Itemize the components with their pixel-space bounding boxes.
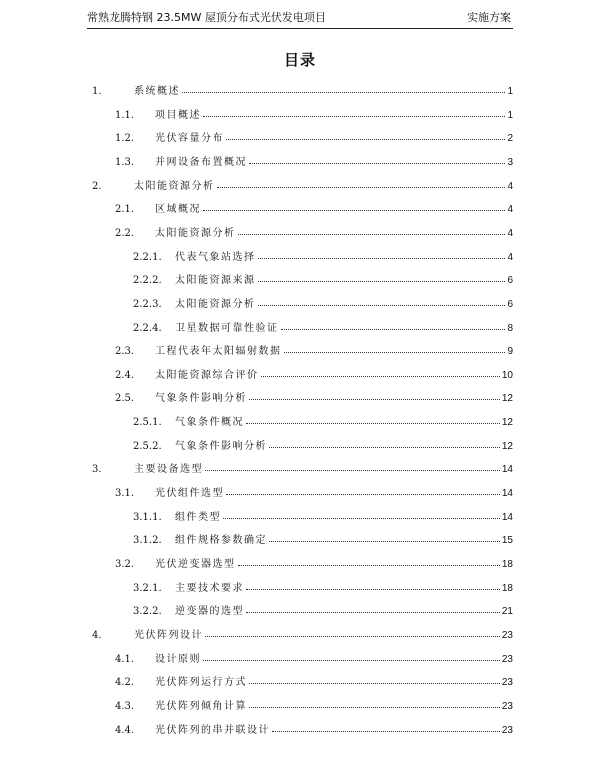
toc-entry-number: 2.2. bbox=[115, 227, 135, 239]
toc-entry-number: 4.3. bbox=[115, 700, 135, 712]
toc-entry-page-number: 12 bbox=[501, 417, 513, 429]
toc-leader-dots bbox=[217, 187, 506, 188]
toc-entry-number: 4. bbox=[92, 629, 102, 641]
toc-entry[interactable] bbox=[133, 268, 513, 286]
toc-entry-title: 系统概述 bbox=[134, 86, 180, 97]
toc-entry-page-number: 4 bbox=[507, 227, 513, 239]
toc-entry-title: 组件规格参数确定 bbox=[175, 535, 267, 547]
toc-entry[interactable] bbox=[133, 292, 513, 310]
toc-entry-title: 组件类型 bbox=[175, 511, 221, 523]
toc-leader-dots bbox=[269, 447, 500, 448]
toc-entry-title: 太阳能资源分析 bbox=[134, 180, 215, 192]
toc-entry-title: 气象条件影响分析 bbox=[155, 393, 247, 405]
toc-entry-number: 2.2.3. bbox=[133, 298, 162, 310]
toc-leader-dots bbox=[205, 636, 500, 637]
toc-leader-dots bbox=[223, 518, 500, 519]
toc-entry-page-number: 6 bbox=[507, 275, 513, 287]
toc-entry-title: 太阳能资源综合评价 bbox=[155, 369, 259, 381]
toc-entry-number: 3.1.1. bbox=[133, 511, 162, 523]
toc-entry[interactable] bbox=[115, 386, 513, 404]
toc-entry-page-number: 9 bbox=[507, 346, 513, 358]
toc-entry-title: 区域概况 bbox=[155, 204, 201, 216]
toc-entry[interactable] bbox=[133, 505, 513, 523]
toc-entry[interactable] bbox=[115, 197, 513, 215]
toc-entry-page-number: 4 bbox=[507, 204, 513, 216]
toc-entry-page-number: 12 bbox=[501, 440, 513, 452]
toc-entry-page-number: 1 bbox=[507, 109, 513, 121]
toc-entry-page-number: 23 bbox=[501, 677, 513, 689]
toc-entry-number: 1. bbox=[92, 86, 102, 97]
toc-leader-dots bbox=[249, 707, 500, 708]
toc-entry-title: 逆变器的选型 bbox=[175, 606, 244, 618]
page-header bbox=[87, 6, 513, 26]
toc-leader-dots bbox=[249, 683, 500, 684]
toc-entry[interactable] bbox=[133, 316, 513, 334]
toc-entry-page-number: 12 bbox=[501, 393, 513, 405]
header-document-type: 实施方案 bbox=[467, 11, 511, 24]
toc-leader-dots bbox=[249, 163, 505, 164]
page-title: 目录 bbox=[283, 51, 316, 69]
toc-entry-number: 2.2.4. bbox=[133, 322, 162, 334]
toc-entry[interactable] bbox=[115, 552, 513, 570]
toc-entry[interactable] bbox=[115, 339, 513, 357]
toc-entry-number: 2.2.2. bbox=[133, 275, 162, 287]
toc-entry-number: 2.5. bbox=[115, 393, 135, 405]
toc-entry-title: 光伏阵列倾角计算 bbox=[155, 700, 247, 712]
toc-entry-page-number: 1 bbox=[507, 86, 513, 97]
toc-leader-dots bbox=[226, 139, 505, 140]
toc-entry-title: 光伏阵列运行方式 bbox=[155, 677, 247, 689]
toc-entry-title: 光伏逆变器选型 bbox=[155, 559, 236, 570]
toc-entry[interactable] bbox=[92, 79, 513, 97]
toc-entry-number: 4.2. bbox=[115, 677, 135, 689]
toc-leader-dots bbox=[258, 258, 506, 259]
toc-entry-title: 主要设备选型 bbox=[134, 464, 203, 476]
toc-leader-dots bbox=[269, 541, 500, 542]
toc-leader-dots bbox=[226, 494, 500, 495]
toc-entry-number: 2.4. bbox=[115, 369, 135, 381]
toc-leader-dots bbox=[203, 116, 505, 117]
toc-entry-title: 光伏阵列设计 bbox=[134, 629, 203, 641]
toc-leader-dots bbox=[281, 329, 506, 330]
toc-entry-page-number: 14 bbox=[501, 488, 513, 500]
toc-entry-number: 1.2. bbox=[115, 133, 135, 145]
toc-entry-title: 光伏阵列的串并联设计 bbox=[155, 724, 270, 736]
toc-entry-page-number: 18 bbox=[501, 559, 513, 570]
toc-entry-title: 设计原则 bbox=[155, 653, 201, 665]
toc-entry-page-number: 23 bbox=[501, 653, 513, 665]
toc-leader-dots bbox=[205, 470, 500, 471]
toc-entry[interactable] bbox=[115, 103, 513, 121]
toc-leader-dots bbox=[246, 589, 500, 590]
toc-entry-title: 代表气象站选择 bbox=[175, 251, 256, 263]
toc-entry-title: 太阳能资源分析 bbox=[175, 298, 256, 310]
toc-entry-number: 2.5.2. bbox=[133, 440, 162, 452]
toc-entry-page-number: 23 bbox=[501, 700, 513, 712]
toc-entry-number: 1.1. bbox=[115, 109, 135, 121]
toc-entry-title: 工程代表年太阳辐射数据 bbox=[155, 346, 282, 358]
toc-entry-title: 主要技术要求 bbox=[175, 582, 244, 594]
toc-entry[interactable] bbox=[133, 599, 513, 617]
toc-entry[interactable] bbox=[115, 150, 513, 168]
toc-entry-page-number: 3 bbox=[507, 156, 513, 168]
toc-entry-number: 4.1. bbox=[115, 653, 135, 665]
toc-leader-dots bbox=[182, 92, 505, 93]
toc-entry-title: 项目概述 bbox=[155, 109, 201, 121]
toc-entry-page-number: 18 bbox=[501, 582, 513, 594]
toc-entry-title: 光伏组件选型 bbox=[155, 488, 224, 500]
toc-entry-title: 光伏容量分布 bbox=[155, 133, 224, 145]
toc-entry-number: 4.4. bbox=[115, 724, 135, 736]
toc-entry-page-number: 4 bbox=[507, 180, 513, 192]
toc-leader-dots bbox=[238, 565, 500, 566]
toc-entry-number: 2.5.1. bbox=[133, 417, 162, 429]
toc-entry-title: 并网设备布置概况 bbox=[155, 156, 247, 168]
toc-entry-page-number: 8 bbox=[507, 322, 513, 334]
toc-leader-dots bbox=[246, 612, 500, 613]
toc-entry[interactable] bbox=[133, 434, 513, 452]
toc-entry[interactable] bbox=[133, 245, 513, 263]
toc-entry-page-number: 10 bbox=[501, 369, 513, 381]
toc-leader-dots bbox=[238, 234, 506, 235]
toc-entry-number: 3.2.1. bbox=[133, 582, 162, 594]
toc-entry-number: 3.2.2. bbox=[133, 606, 162, 618]
header-divider bbox=[87, 28, 513, 29]
toc-entry[interactable] bbox=[115, 221, 513, 239]
toc-entry-number: 3. bbox=[92, 464, 102, 476]
toc-entry[interactable] bbox=[92, 457, 513, 475]
toc-leader-dots bbox=[261, 376, 500, 377]
toc-leader-dots bbox=[246, 423, 500, 424]
toc-entry[interactable] bbox=[133, 528, 513, 546]
toc-entry-title: 太阳能资源分析 bbox=[155, 227, 236, 239]
header-project-name: 常熟龙腾特钢 23.5MW 屋顶分布式光伏发电项目 bbox=[87, 11, 326, 24]
toc-entry[interactable] bbox=[133, 576, 513, 594]
toc-entry[interactable] bbox=[115, 670, 513, 688]
toc-entry-number: 3.1. bbox=[115, 488, 135, 500]
toc-entry[interactable] bbox=[115, 126, 513, 144]
toc-entry-number: 3.1.2. bbox=[133, 535, 162, 547]
toc-entry[interactable] bbox=[115, 647, 513, 665]
toc-entry[interactable] bbox=[115, 481, 513, 499]
toc-entry[interactable] bbox=[115, 718, 513, 736]
toc-entry-title: 气象条件影响分析 bbox=[175, 440, 267, 452]
toc-entry-number: 2. bbox=[92, 180, 102, 192]
toc-entry-number: 2.1. bbox=[115, 204, 135, 216]
toc-entry-page-number: 2 bbox=[507, 133, 513, 145]
toc-entry-page-number: 14 bbox=[501, 511, 513, 523]
toc-entry[interactable] bbox=[115, 363, 513, 381]
toc-entry-page-number: 23 bbox=[501, 629, 513, 641]
toc-entry-page-number: 14 bbox=[501, 464, 513, 476]
toc-entry[interactable] bbox=[92, 623, 513, 641]
toc-entry-page-number: 4 bbox=[507, 251, 513, 263]
toc-entry-number: 2.2.1. bbox=[133, 251, 162, 263]
toc-entry-title: 气象条件概况 bbox=[175, 417, 244, 429]
toc-leader-dots bbox=[249, 399, 500, 400]
toc-entry-number: 1.3. bbox=[115, 156, 135, 168]
toc-leader-dots bbox=[258, 305, 506, 306]
toc-entry-page-number: 21 bbox=[501, 606, 513, 618]
toc-leader-dots bbox=[272, 731, 500, 732]
toc-entry-page-number: 15 bbox=[501, 535, 513, 547]
toc-entry[interactable] bbox=[133, 410, 513, 428]
toc-entry-page-number: 23 bbox=[501, 724, 513, 736]
toc-leader-dots bbox=[258, 281, 506, 282]
toc-leader-dots bbox=[284, 352, 506, 353]
toc-entry[interactable] bbox=[92, 174, 513, 192]
toc-entry-number: 3.2. bbox=[115, 559, 135, 570]
toc-leader-dots bbox=[203, 210, 505, 211]
toc-entry-title: 卫星数据可靠性验证 bbox=[175, 322, 279, 334]
toc-entry-page-number: 6 bbox=[507, 298, 513, 310]
toc-entry[interactable] bbox=[115, 694, 513, 712]
toc-entry-number: 2.3. bbox=[115, 346, 135, 358]
toc-entry-title: 太阳能资源来源 bbox=[175, 275, 256, 287]
toc-leader-dots bbox=[203, 660, 500, 661]
